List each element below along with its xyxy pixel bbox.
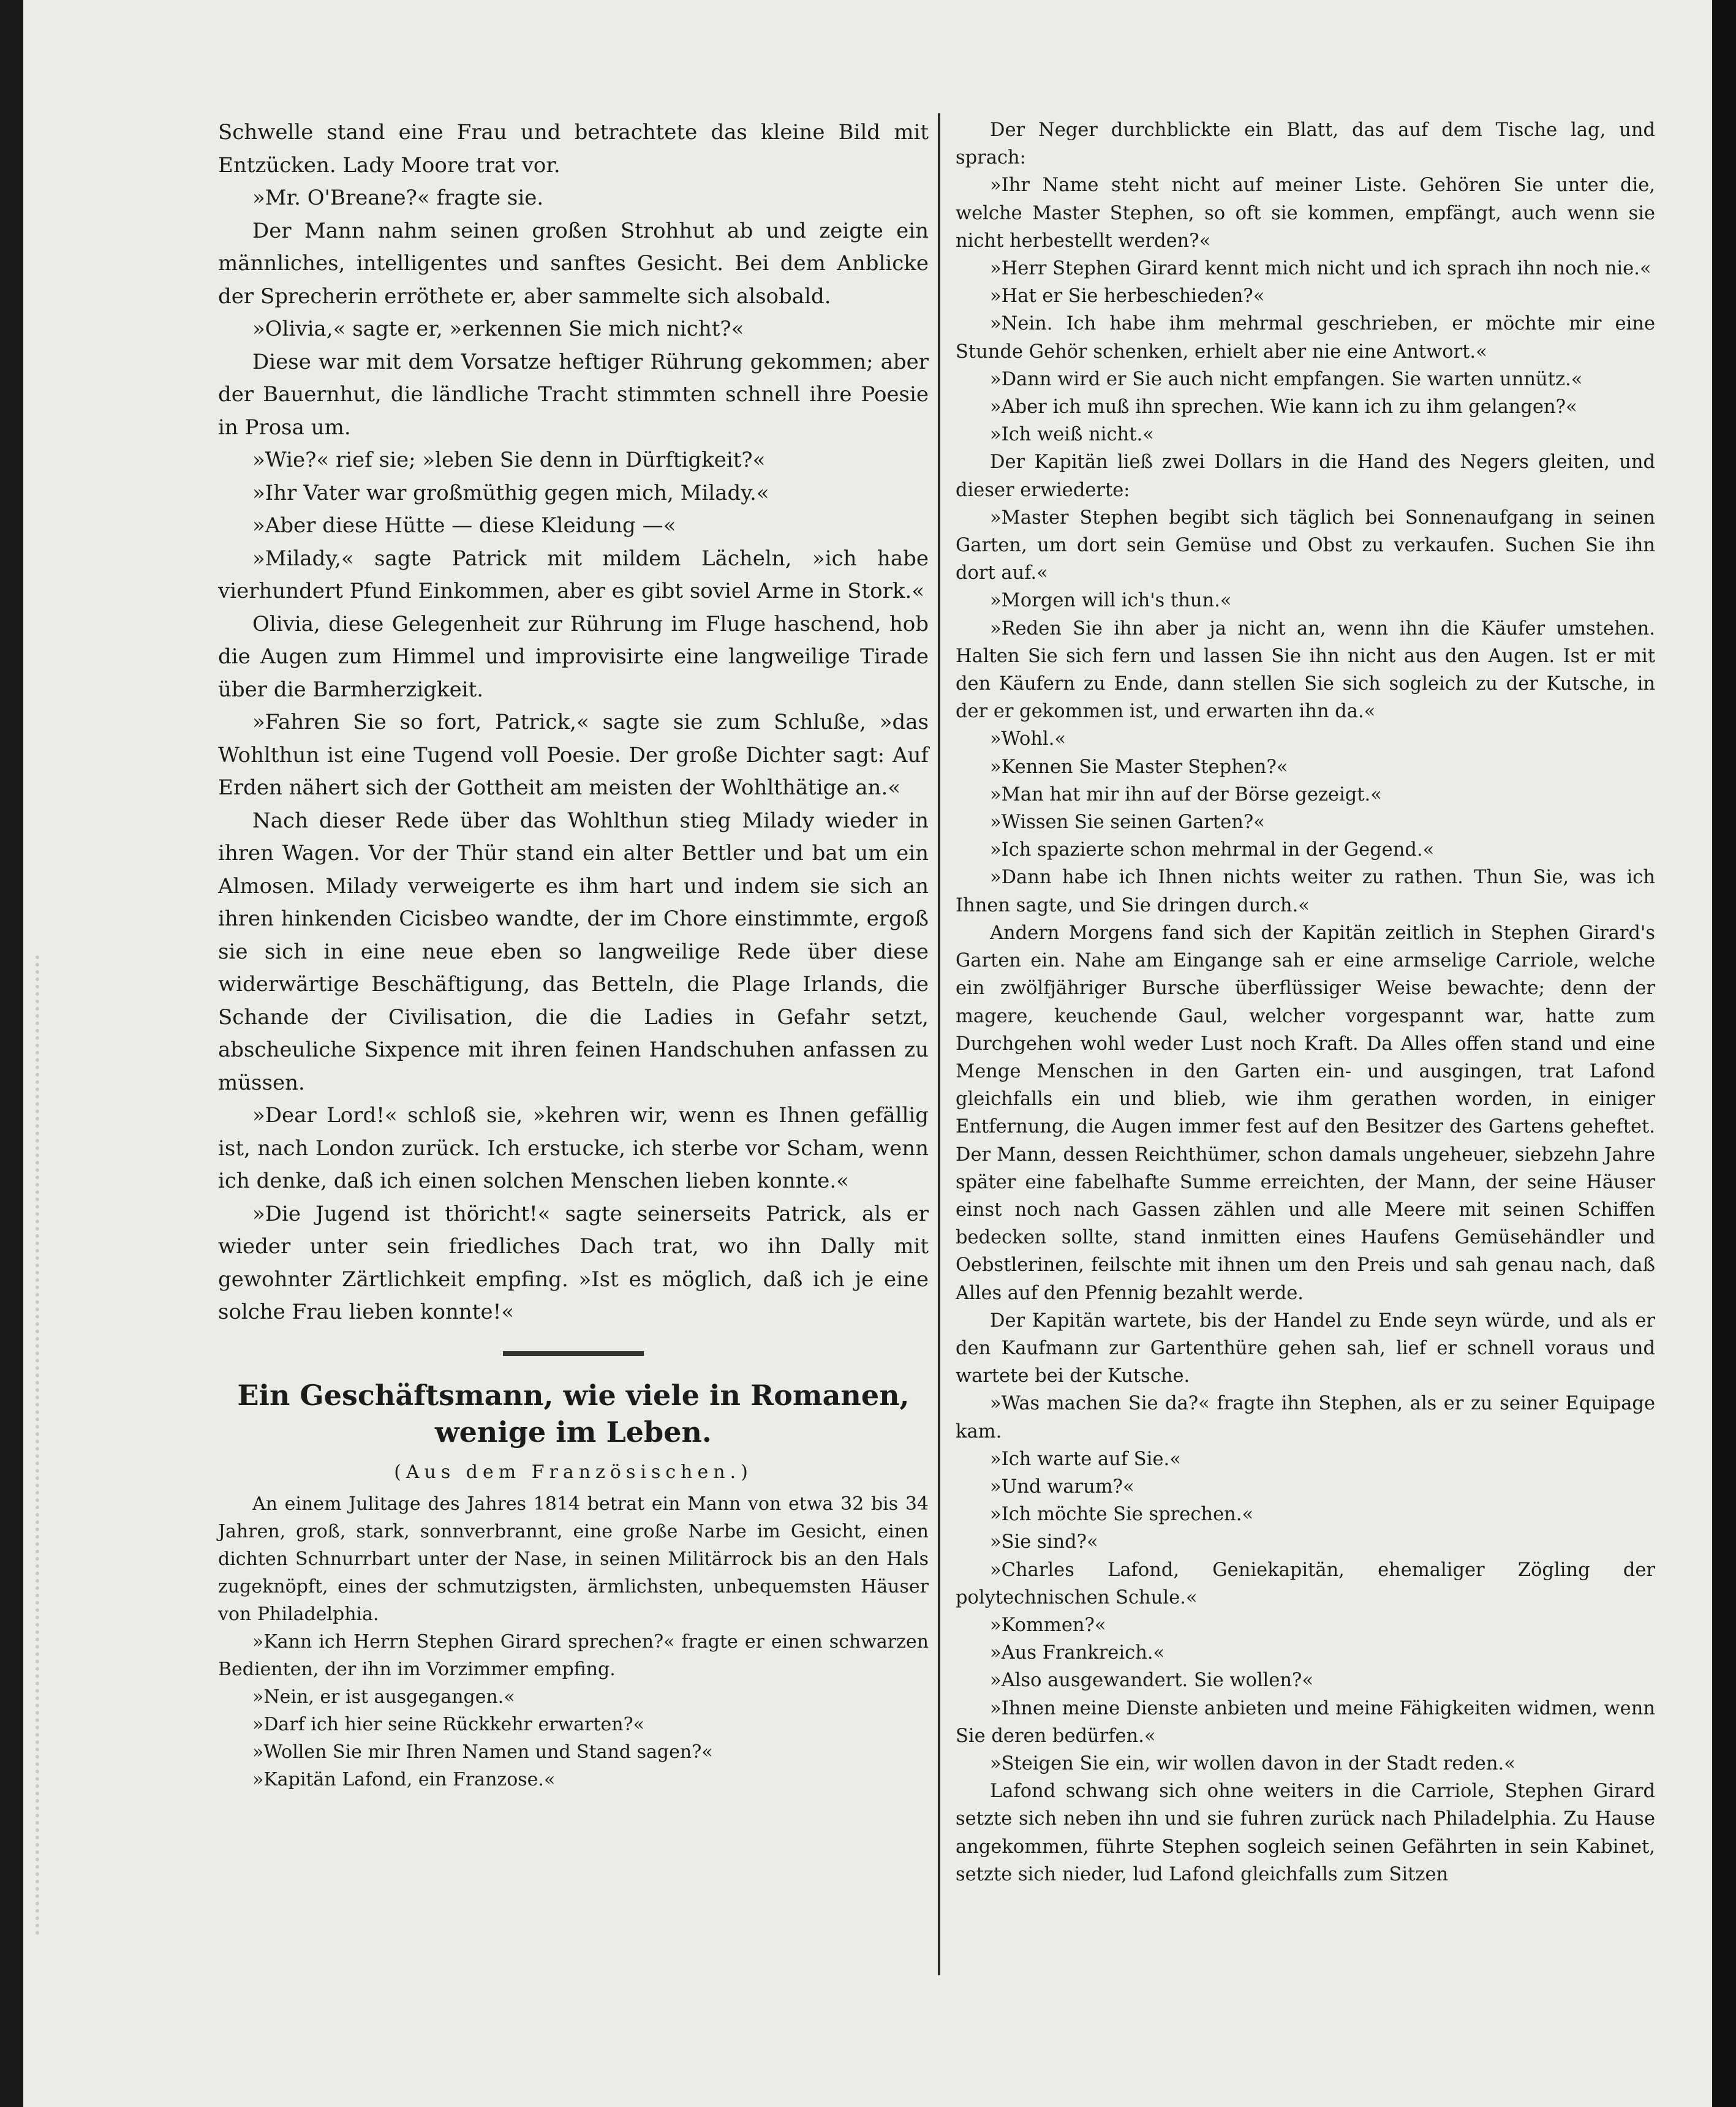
paragraph: An einem Julitage des Jahres 1814 betrat ein Mann von etwa 32 bis 34 Jahren, groß, stark, sonnverbrannt, eine große Narbe im Gesicht, einen dichten Schnurrbart unter der Nase, in seinen Militärrock bis an den Hals zugeknöpft, eines der schmutzigsten, ärmlichsten, unbequemsten Häuser von Philadelphia. (218, 1493, 929, 1625)
paragraph: »Milady,« sagte Patrick mit mildem Lächeln, »ich habe vierhundert Pfund Einkommen, aber es gibt soviel Arme in Stork.« (218, 546, 929, 603)
paragraph: Der Mann nahm seinen großen Strohhut ab und zeigte ein männliches, intelligentes und sanftes Gesicht. Bei dem Anblicke der Sprecherin erröthete er, aber sammelte sich alsobald. (218, 218, 929, 309)
paragraph: »Man hat mir ihn auf der Börse gezeigt.« (990, 783, 1382, 805)
paragraph: »Dann habe ich Ihnen nichts weiter zu rathen. Thun Sie, was ich Ihnen sagte, und Sie dringen durch.« (956, 867, 1655, 916)
section-divider (503, 1351, 644, 1356)
paragraph: »Nein. Ich habe ihm mehrmal geschrieben, er möchte mir eine Stunde Gehör schenken, erhielt aber nie eine Antwort.« (956, 313, 1655, 363)
paragraph: »Hat er Sie herbeschieden?« (990, 285, 1265, 307)
paragraph: »Morgen will ich's thun.« (990, 590, 1232, 612)
paragraph: »Olivia,« sagte er, »erkennen Sie mich nicht?« (252, 317, 744, 341)
paragraph: »Wie?« rief sie; »leben Sie denn in Dürftigkeit?« (252, 448, 766, 472)
paragraph: »Ich möchte Sie sprechen.« (990, 1504, 1254, 1526)
paragraph: »Also ausgewandert. Sie wollen?« (990, 1670, 1314, 1692)
paragraph: »Ihnen meine Dienste anbieten und meine Fähigkeiten widmen, wenn Sie deren bedürfen.« (956, 1697, 1655, 1747)
paragraph: Andern Morgens fand sich der Kapitän zeitlich in Stephen Girard's Garten ein. Nahe am Eingange sah er eine armselige Carriole, welche ein zwölfjähriger Bursche überflüssiger Weise bewachte; denn der magere, keuchende Gaul, welcher vorgespannt war, hatte zum Durchgehen wohl weder Lust noch Kraft. Da Alles offen stand und eine Menge Menschen in den Garten ein- und ausgingen, trat Lafond gleichfalls ein und blieb, wie ihm gerathen worden, in einiger Entfernung, die Augen immer fest auf den Besitzer des Gartens geheftet. Der Mann, dessen Reichthümer, schon damals ungeheuer, siebzehn Jahre später eine fabelhafte Summe erreichten, der Mann, der seine Häuser einst noch nach Gassen zählen und alle Meere mit seinen Schiffen bedecken sollte, stand inmitten eines Haufens Gemüsehändler und Oebstlerinen, feilschte mit ihnen um den Preis und sah genau nach, daß Alles auf den Pfennig bezahlt werde. (956, 922, 1655, 1304)
paragraph: »Wollen Sie mir Ihren Namen und Stand sagen?« (252, 1741, 713, 1763)
paragraph: »Nein, er ist ausgegangen.« (252, 1686, 515, 1708)
paragraph: »Ihr Name steht nicht auf meiner Liste. Gehören Sie unter die, welche Master Stephen, so oft sie kommen, empfängt, auch wenn sie nicht herbestellt werden?« (956, 175, 1655, 252)
paragraph: »Was machen Sie da?« fragte ihn Stephen, als er zu seiner Equipage kam. (956, 1393, 1655, 1442)
paragraph: »Kommen?« (990, 1614, 1106, 1636)
paragraph: »Ich warte auf Sie.« (990, 1448, 1181, 1470)
paragraph: »Ihr Vater war großmüthig gegen mich, Milady.« (252, 480, 769, 505)
paragraph: »Wohl.« (990, 728, 1066, 750)
paragraph: »Steigen Sie ein, wir wollen davon in der Stadt reden.« (990, 1752, 1515, 1774)
paragraph: Lafond schwang sich ohne weiters in die Carriole, Stephen Girard setzte sich neben ihn und sie fuhren zurück nach Philadelphia. Zu Hause angekommen, führte Stephen sogleich seinen Gefährten in sein Kabinet, setzte sich nieder, lud Lafond gleichfalls zum Sitzen (956, 1781, 1655, 1885)
paragraph: »Fahren Sie so fort, Patrick,« sagte sie zum Schluße, »das Wohlthun ist eine Tugend voll Poesie. Der große Dichter sagt: Auf Erden nähert sich der Gottheit am meisten der Wohlthätige an.« (218, 710, 929, 800)
paragraph: »Kennen Sie Master Stephen?« (990, 756, 1288, 778)
paragraph: »Ich spazierte schon mehrmal in der Gegend.« (990, 839, 1435, 861)
paragraph: »Herr Stephen Girard kennt mich nicht und ich sprach ihn noch nie.« (990, 258, 1651, 280)
article-source: (Aus dem Französischen.) (394, 1461, 753, 1483)
paragraph: »Dann wird er Sie auch nicht empfangen. Sie warten unnütz.« (990, 368, 1583, 390)
paragraph: Der Kapitän wartete, bis der Handel zu Ende seyn würde, und als er den Kaufmann zur Gartenthüre gehen sah, lief er schnell voraus und wartete bei der Kutsche. (956, 1310, 1655, 1387)
paragraph: »Mr. O'Breane?« fragte sie. (252, 186, 544, 210)
paragraph: Diese war mit dem Vorsatze heftiger Rührung gekommen; aber der Bauernhut, die ländliche Tracht stimmten schnell ihre Poesie in Prosa um. (218, 349, 929, 440)
paragraph: »Kann ich Herrn Stephen Girard sprechen?« fragte er einen schwarzen Bedienten, der ihn im Vorzimmer empfing. (218, 1630, 929, 1680)
left-column (218, 116, 929, 1793)
paragraph: »Aber ich muß ihn sprechen. Wie kann ich zu ihm gelangen?« (990, 396, 1577, 418)
paragraph: »Sie sind?« (990, 1531, 1098, 1553)
paragraph: »Charles Lafond, Geniekapitän, ehemaliger Zögling der polytechnischen Schule.« (956, 1559, 1655, 1608)
paragraph: Der Kapitän ließ zwei Dollars in die Hand des Negers gleiten, und dieser erwiederte: (956, 451, 1655, 501)
scan-border (1712, 0, 1736, 2107)
paragraph: »Kapitän Lafond, ein Franzose.« (252, 1768, 556, 1790)
paragraph: »Wissen Sie seinen Garten?« (990, 812, 1265, 834)
paragraph: Nach dieser Rede über das Wohlthun stieg Milady wieder in ihren Wagen. Vor der Thür stand ein alter Bettler und bat um ein Almosen. Milady verweigerte es ihm hart und indem sie sich an ihren hinkenden Cicisbeo wandte, der im Chore einstimmte, ergoß sie sich in eine neue eben so langweilige Rede über diese widerwärtige Beschäftigung, das Betteln, die Plage Irlands, die Schande der Civilisation, die die Ladies in Gefahr setzt, abscheuliche Sixpence mit ihren feinen Handschuhen anfassen zu müssen. (218, 808, 929, 1095)
paragraph: »Dear Lord!« schloß sie, »kehren wir, wenn es Ihnen gefällig ist, nach London zurück. Ich erstucke, ich sterbe vor Scham, wenn ich denke, daß ich einen solchen Menschen lieben konnte.« (218, 1103, 929, 1193)
right-column (956, 116, 1655, 1888)
paragraph: »Aus Frankreich.« (990, 1642, 1165, 1664)
scan-margin-artifact (36, 956, 64, 1936)
paragraph: »Und warum?« (990, 1476, 1134, 1498)
article-title: Ein Geschäftsmann, wie viele in Romanen, wenige im Leben. (237, 1378, 910, 1449)
paragraph: »Darf ich hier seine Rückkehr erwarten?« (252, 1713, 645, 1735)
paragraph: Der Neger durchblickte ein Blatt, das auf dem Tische lag, und sprach: (956, 119, 1655, 169)
paragraph: Schwelle stand eine Frau und betrachtete das kleine Bild mit Entzücken. Lady Moore trat vor. (218, 120, 929, 178)
paragraph: »Master Stephen begibt sich täglich bei Sonnenaufgang in seinen Garten, um dort sein Gemüse und Obst zu verkaufen. Suchen Sie ihn dort auf.« (956, 507, 1655, 584)
newspaper-page (23, 0, 1712, 2107)
paragraph: »Reden Sie ihn aber ja nicht an, wenn ihn die Käufer umstehen. Halten Sie sich fern und lassen Sie ihn nicht aus den Augen. Ist er mit den Käufern zu Ende, dann stellen Sie sich sogleich zu der Kutsche, in der er gekommen ist, und erwarten ihn da.« (956, 617, 1655, 723)
paragraph: »Ich weiß nicht.« (990, 424, 1154, 446)
paragraph: »Aber diese Hütte — diese Kleidung —« (252, 513, 676, 538)
paragraph: »Die Jugend ist thöricht!« sagte seinerseits Patrick, als er wieder unter sein friedliches Dach trat, wo ihn Dally mit gewohnter Zärtlichkeit empfing. »Ist es möglich, daß ich je eine solche Frau lieben konnte!« (218, 1201, 929, 1324)
column-divider (938, 113, 940, 1975)
paragraph: Olivia, diese Gelegenheit zur Rührung im Fluge haschend, hob die Augen zum Himmel und improvisirte eine langweilige Tirade über die Barmherzigkeit. (218, 611, 929, 702)
